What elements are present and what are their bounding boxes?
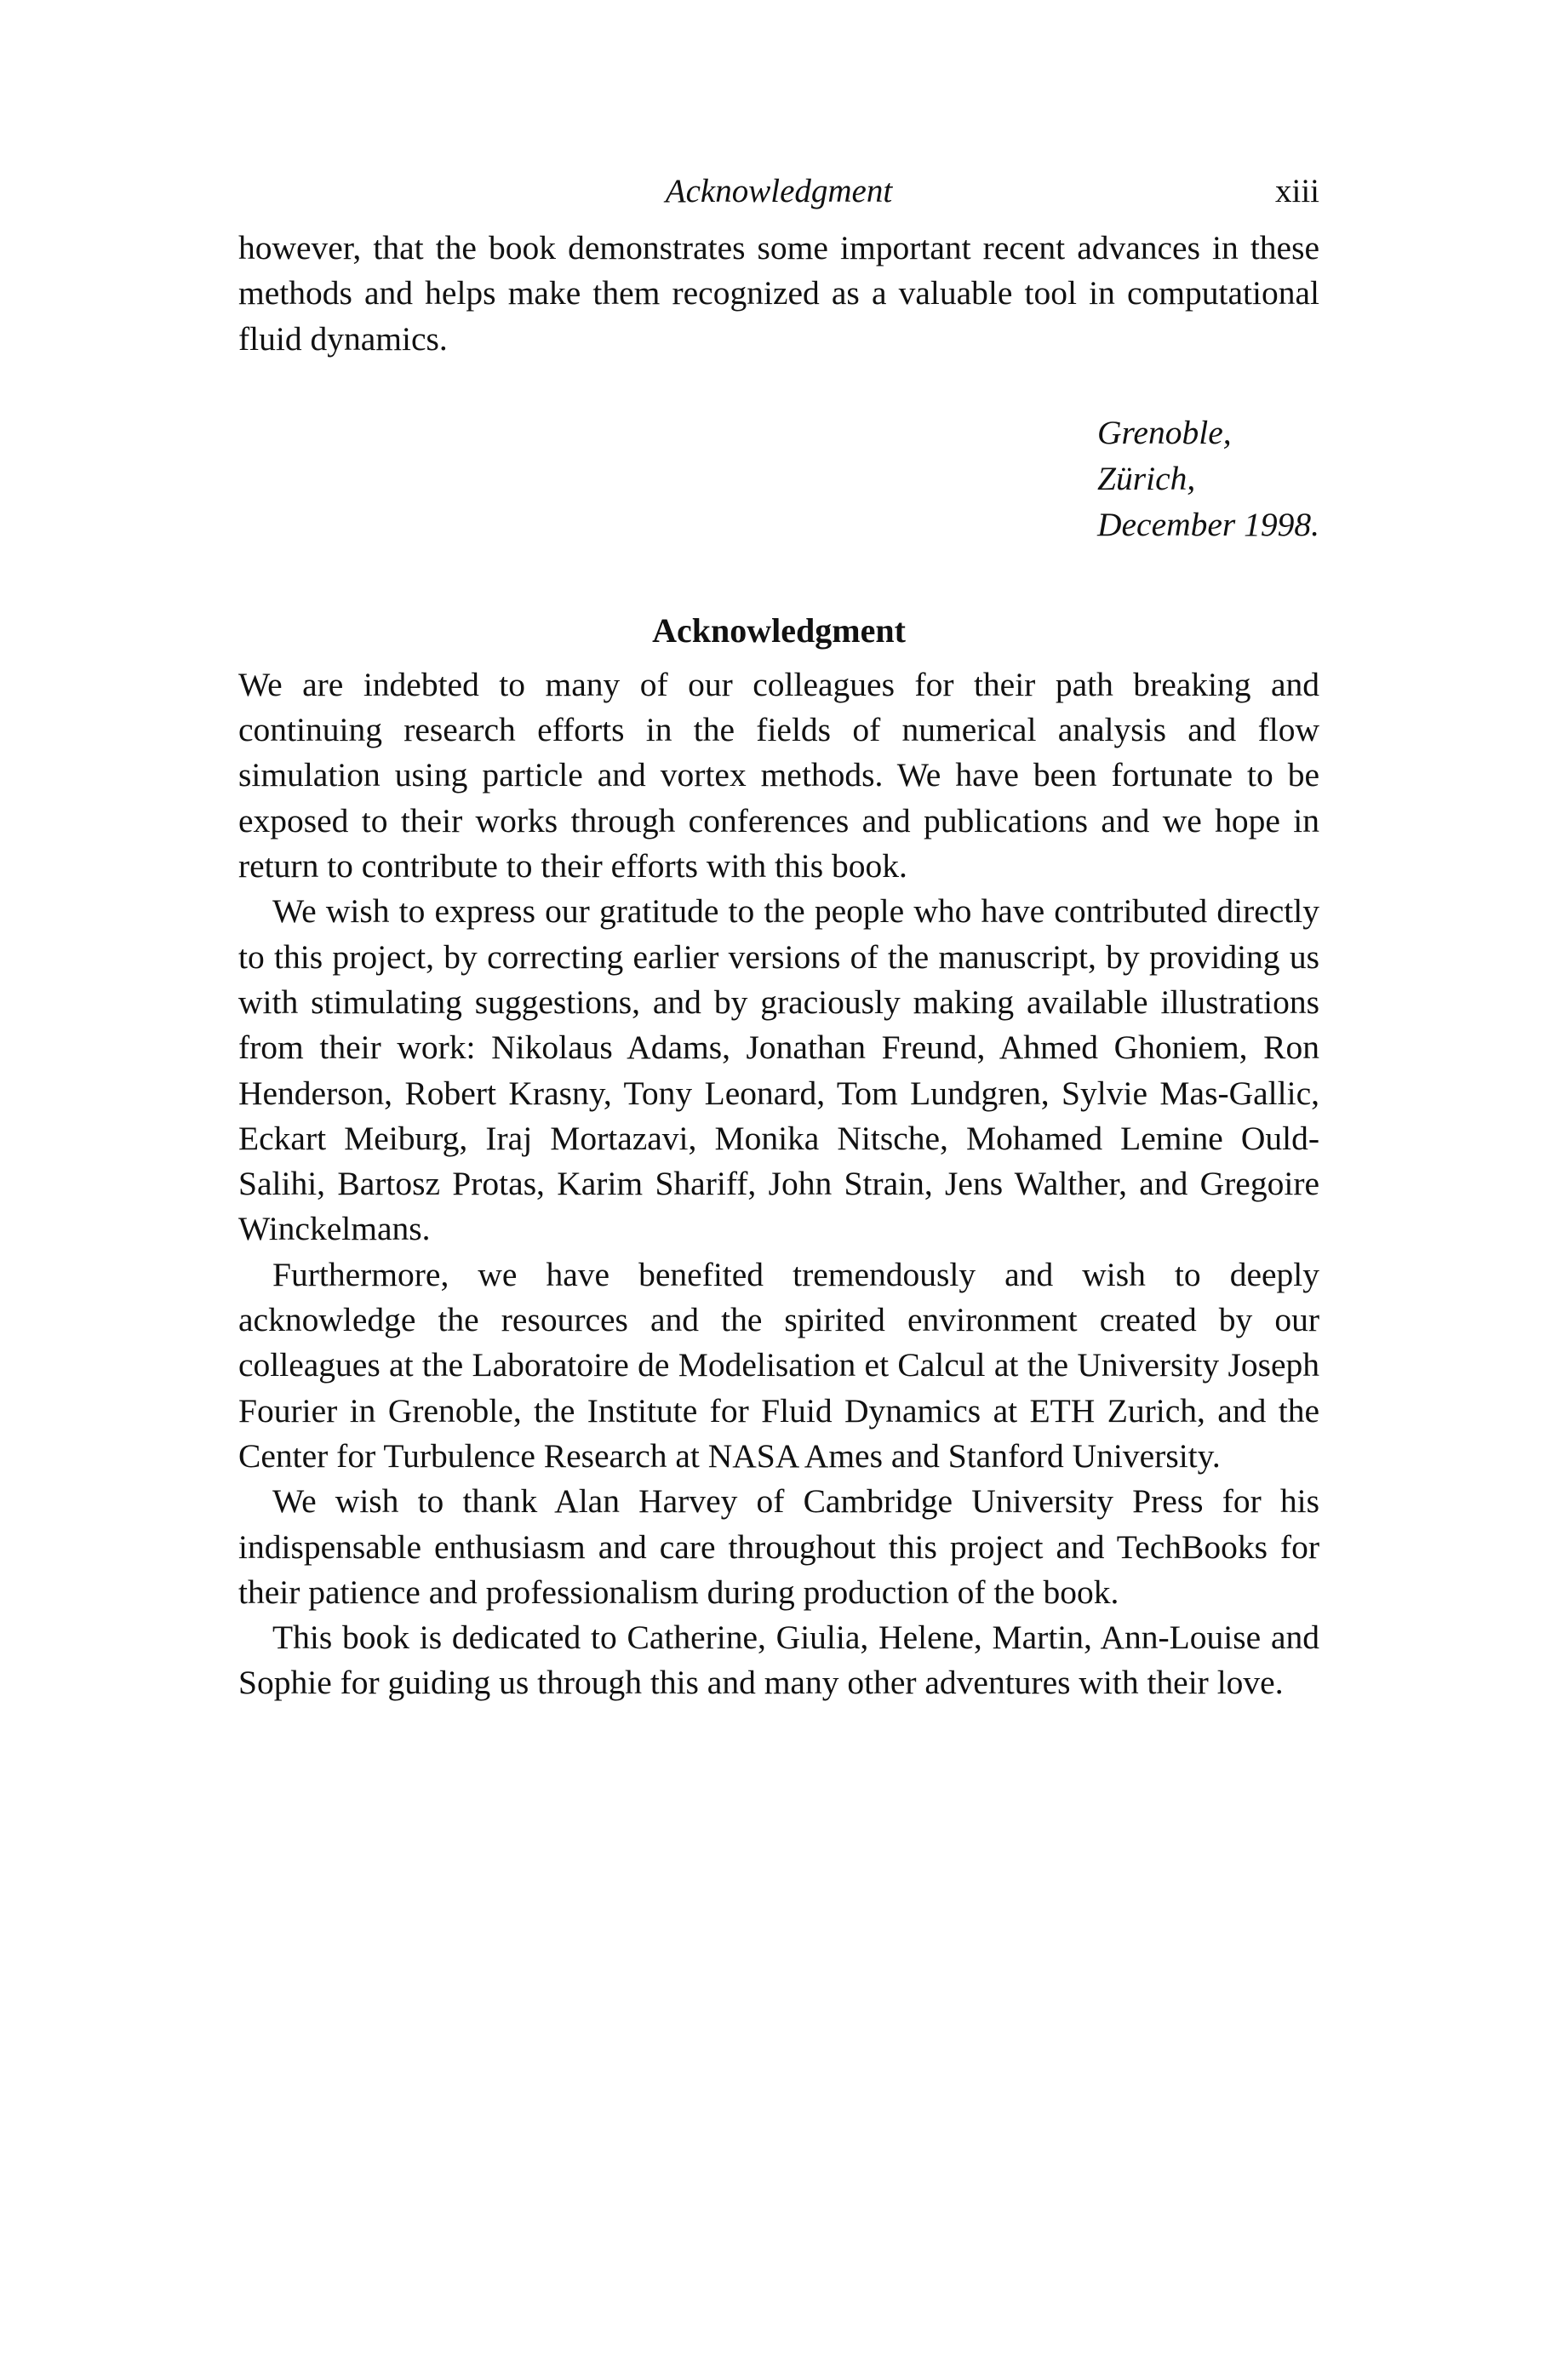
acknowledgment-paragraph-1: We are indebted to many of our colleagues for their path breaking and continuing research efforts in the fields of numerical analysis and flow simulation using particle and vortex methods. We have been fortunate to be exposed to their works through conferences and publications and we hope in return to contribute to their efforts with this book. [238, 665, 1319, 885]
signoff-line-zurich: Zürich, [1097, 459, 1196, 497]
signoff-line-grenoble: Grenoble, [1097, 413, 1232, 451]
book-page [238, 166, 1319, 1706]
running-head [238, 166, 1319, 217]
acknowledgment-paragraph-2: We wish to express our gratitude to the people who have contributed directly to this project, by correcting earlier versions of the manuscript, by providing us with stimulating suggestions, and by graciously making available illustrations from their work: Nikolaus Adams, Jonathan Freund, Ahmed Ghoniem, Ron Henderson, Robert Krasny, Tony Leonard, Tom Lundgren, Sylvie Mas-Gallic, Eckart Meiburg, Iraj Mortazavi, Monika Nitsche, Mohamed Lemine Ould-Salihi, Bartosz Protas, Karim Shariff, John Strain, Jens Walther, and Gregoire Winckelmans. [238, 892, 1319, 1248]
signoff-line-date: December 1998. [1097, 505, 1320, 543]
page-number: xiii [1274, 173, 1319, 209]
acknowledgment-paragraph-5: This book is dedicated to Catherine, Giulia, Helene, Martin, Ann-Louise and Sophie for guiding us through this and many other adventures with their love. [238, 1619, 1319, 1702]
acknowledgment-paragraph-3: Furthermore, we have benefited tremendously and wish to deeply acknowledge the resources and the spirited environment created by our colleagues at the Laboratoire de Modelisation et Calcul at the University Joseph Fourier in Grenoble, the Institute for Fluid Dynamics at ETH Zurich, and the Center for Turbulence Research at NASA Ames and Stanford University. [238, 1255, 1319, 1475]
running-head-title: Acknowledgment [665, 173, 893, 209]
continued-paragraph: however, that the book demonstrates some important recent advances in these methods and helps make them recognized as a valuable tool in computational fluid dynamics. [238, 229, 1319, 358]
acknowledgment-paragraph-4: We wish to thank Alan Harvey of Cambridge University Press for his indispensable enthusiasm and care throughout this project and TechBooks for their patience and professionalism during production of the book. [238, 1482, 1319, 1611]
section-heading: Acknowledgment [652, 610, 906, 650]
signoff-block [1097, 410, 1319, 547]
